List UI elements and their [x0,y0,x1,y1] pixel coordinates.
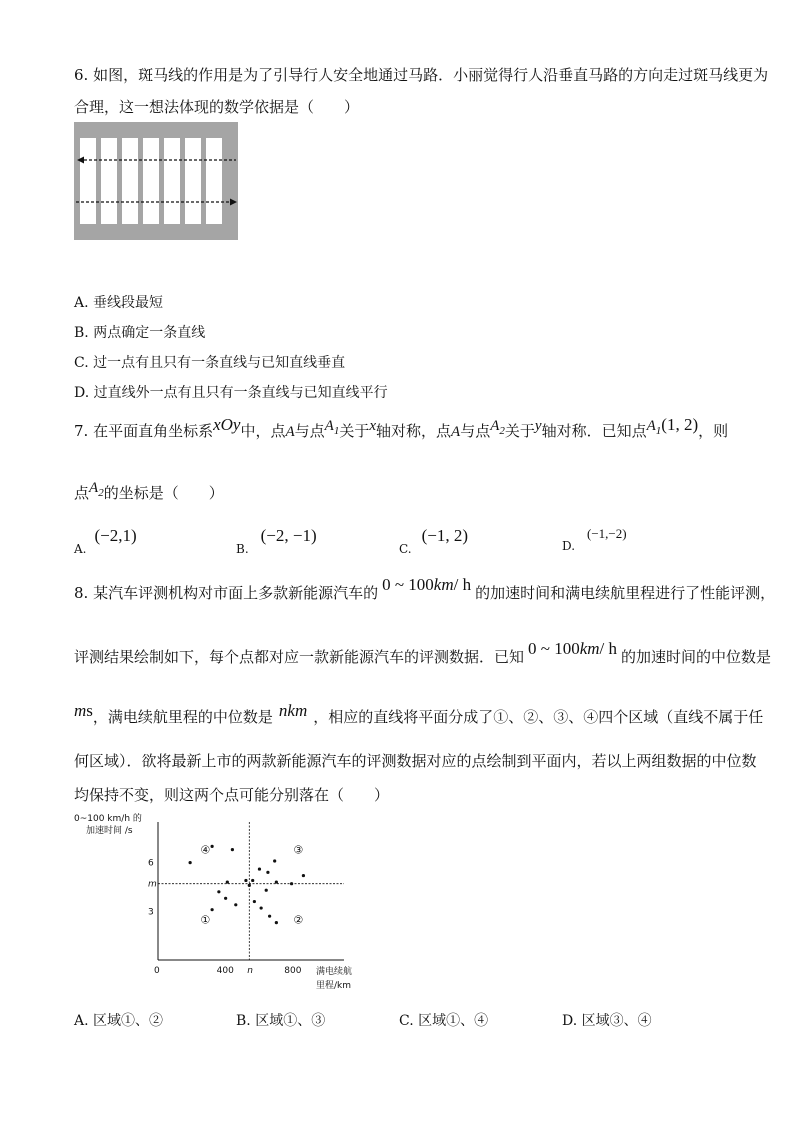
scatter-chart [72,812,392,998]
data-point [275,880,278,883]
q8-stem-line4: 何区域）．欲将最新上市的两款新能源汽车的评测数据对应的点绘制到平面内，若以上两组数据的中位数 [74,752,757,770]
m-label: m [148,879,157,890]
data-point [275,921,278,924]
data-point [226,880,229,883]
region-label: ④ [200,843,211,857]
data-point [268,915,271,918]
zebra-stripe [185,138,201,224]
q7-option-c[interactable]: C.(−1, 2) [399,526,468,556]
data-point [244,879,247,882]
data-point [211,908,214,911]
chart-axes [74,812,352,991]
x-tick-label: 400 [216,966,234,976]
q6-stem-line1: 6. 如图，斑马线的作用是为了引导行人安全地通过马路．小丽觉得行人沿垂直马路的方向走过斑马线更为 [74,66,769,84]
q8-option-b[interactable]: B. 区域①、③ [236,1013,326,1029]
q7-option-d[interactable]: D.(−1,−2) [562,526,627,553]
q7-stem-line1: 7. 在平面直角坐标系xOy中，点A与点$A_1$关于x轴对称，点A与点$A_2$关于y轴对称．已知点$A_1(1$, 2)，则 [74,415,729,440]
q8-option-c[interactable]: C. 区域①、④ [399,1013,489,1029]
zebra-stripe [101,138,117,224]
data-point [258,867,261,870]
q8-option-d[interactable]: D. 区域③、④ [562,1013,652,1029]
data-point [290,882,293,885]
data-point [234,903,237,906]
origin-label: 0 [154,966,160,976]
zebra-stripe [143,138,159,224]
zebra-stripe [206,138,222,224]
y-axis-label-line1: 0~100 km/h 的 [74,814,142,824]
chart-marks [189,844,305,927]
q7-option-b[interactable]: B.(−2, −1) [236,526,317,556]
data-point [217,890,220,893]
region-label: ③ [293,843,304,857]
q8-option-a[interactable]: A. 区域①、② [74,1013,164,1029]
zebra-crossing-figure [74,122,238,240]
data-point [265,889,268,892]
y-tick-label: 3 [148,907,154,918]
data-point [273,859,276,862]
data-point [251,879,254,882]
q8-stem-line5: 均保持不变，则这两个点可能分别落在（ ） [74,786,390,804]
zebra-stripe [164,138,180,224]
data-point [260,906,263,909]
x-axis-label-line1: 满电续航 [316,967,353,977]
y-tick-label: 6 [148,858,154,869]
q6-option-d[interactable]: D. 过直线外一点有且只有一条直线与已知直线平行 [74,385,388,401]
region-label: ② [293,913,304,927]
q8-stem-line3: ms，满电续航里程的中位数是 nkm ，相应的直线将平面分成了①、②、③、④四个区域（直线不属于任 [74,701,764,726]
data-point [231,848,234,851]
x-tick-label: 800 [284,966,302,976]
data-point [266,871,269,874]
q8-stem-line2: 评测结果绘制如下，每个点都对应一款新能源汽车的评测数据．已知 0 ~ 100km/ h 的加速时间的中位数是 [74,639,772,666]
q6-option-a[interactable]: A. 垂线段最短 [74,295,164,311]
data-point [211,845,214,848]
q7-stem-line2: 点$A_2$的坐标是（ ） [74,480,224,502]
data-point [224,897,227,900]
data-point [302,874,305,877]
q6-option-c[interactable]: C. 过一点有且只有一条直线与已知直线垂直 [74,355,346,371]
q6-option-b[interactable]: B. 两点确定一条直线 [74,325,206,341]
q7-option-a[interactable]: A.(−2,1) [74,526,137,556]
data-point [189,861,192,864]
region-label: ① [200,913,211,927]
n-label: n [247,966,254,976]
y-axis-label-line2: 加速时间 /s [86,826,133,836]
zebra-stripe [122,138,138,224]
x-axis-label-line2: 里程/km [316,981,352,991]
data-point [253,900,256,903]
q6-stem-line2: 合理，这一想法体现的数学依据是（ ） [74,98,360,116]
q8-stem-line1: 8. 某汽车评测机构对市面上多款新能源汽车的 0 ~ 100km/ h 的加速时间和满电续航里程进行了性能评测， [74,575,776,602]
data-point [248,884,251,887]
zebra-stripe [80,138,96,224]
